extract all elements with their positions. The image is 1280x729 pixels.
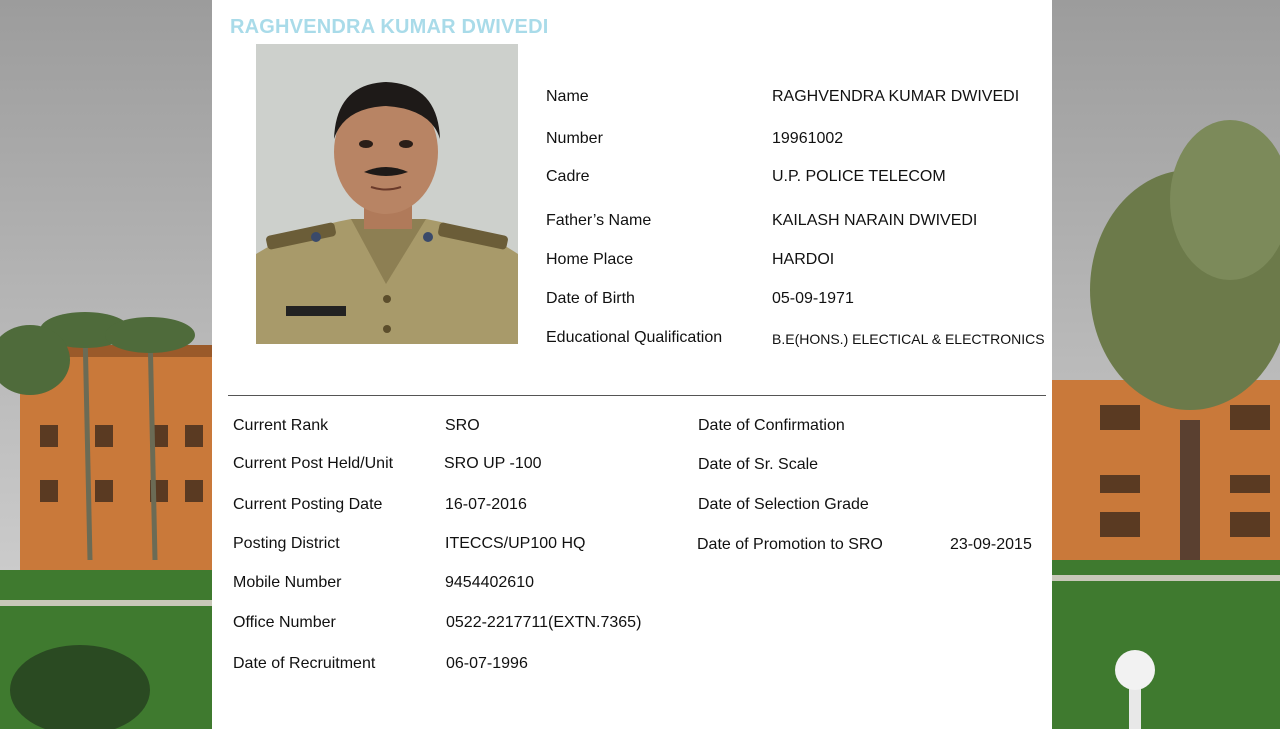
office-number-value: 0522-2217711(EXTN.7365): [446, 614, 642, 631]
date-of-promotion-label: Date of Promotion to SRO: [697, 536, 883, 553]
date-of-recruitment-label: Date of Recruitment: [233, 655, 376, 672]
current-rank-label: Current Rank: [233, 417, 329, 434]
profile-photo: [256, 44, 518, 344]
current-posting-date-label: Current Posting Date: [233, 496, 383, 513]
number-value: 19961002: [772, 130, 844, 147]
number-label: Number: [546, 130, 603, 147]
current-post-value: SRO UP -100: [444, 455, 542, 472]
current-post-label: Current Post Held/Unit: [233, 455, 394, 472]
page-title: RAGHVENDRA KUMAR DWIVEDI: [230, 16, 549, 38]
fathers-name-value: KAILASH NARAIN DWIVEDI: [772, 212, 978, 229]
date-of-sr-scale-label: Date of Sr. Scale: [698, 456, 819, 473]
date-of-confirmation-label: Date of Confirmation: [698, 417, 845, 434]
current-posting-date-value: 16-07-2016: [445, 496, 527, 513]
cadre-value: U.P. POLICE TELECOM: [772, 168, 946, 185]
home-place-label: Home Place: [546, 251, 634, 268]
posting-district-value: ITECCS/UP100 HQ: [445, 535, 586, 552]
date-of-birth-label: Date of Birth: [546, 290, 635, 307]
mobile-number-value: 9454402610: [445, 574, 534, 591]
current-rank-value: SRO: [445, 417, 480, 434]
qualification-label: Educational Qualification: [546, 329, 723, 346]
date-of-recruitment-value: 06-07-1996: [446, 655, 528, 672]
date-of-selection-grade-label: Date of Selection Grade: [698, 496, 869, 513]
name-value: RAGHVENDRA KUMAR DWIVEDI: [772, 88, 1020, 105]
fathers-name-label: Father’s Name: [546, 212, 652, 229]
officer-portrait-icon: [256, 44, 518, 344]
date-of-birth-value: 05-09-1971: [772, 290, 854, 307]
name-label: Name: [546, 88, 589, 105]
home-place-value: HARDOI: [772, 251, 835, 268]
office-number-label: Office Number: [233, 614, 336, 631]
posting-district-label: Posting District: [233, 535, 340, 552]
date-of-promotion-value: 23-09-2015: [950, 536, 1032, 553]
qualification-value: B.E(HONS.) ELECTICAL & ELECTRONICS: [772, 331, 1045, 347]
mobile-number-label: Mobile Number: [233, 574, 342, 591]
profile-card: [212, 0, 1052, 729]
section-divider: [228, 395, 1046, 396]
cadre-label: Cadre: [546, 168, 590, 185]
